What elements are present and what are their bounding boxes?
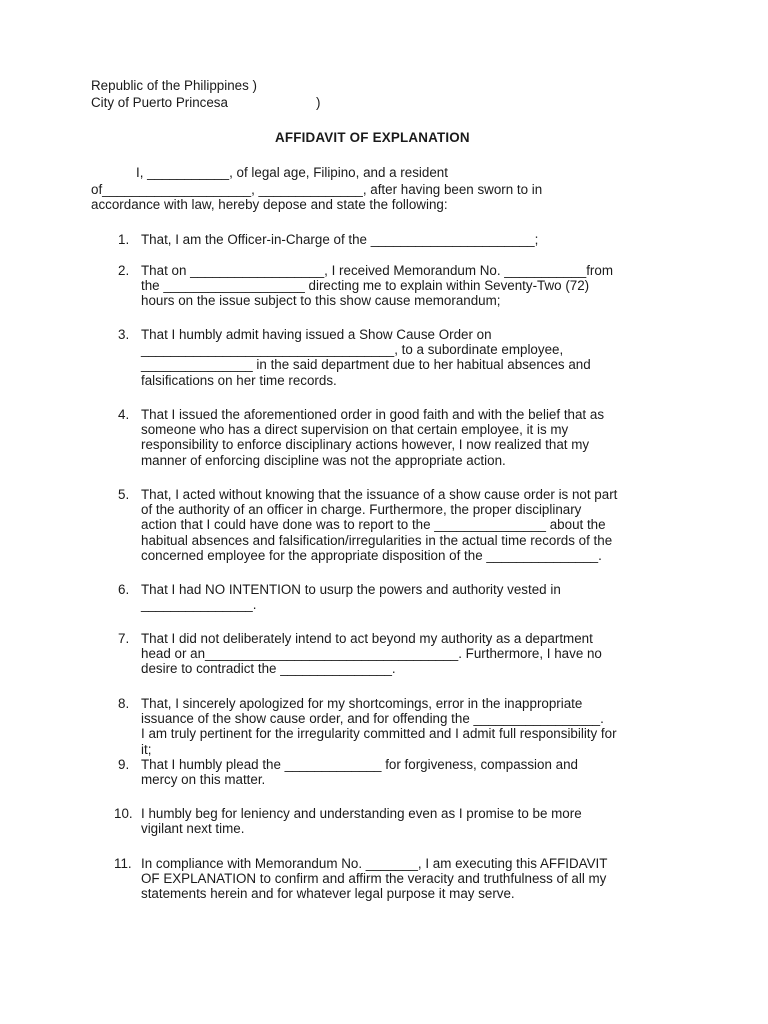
- item-number: 2.: [118, 263, 130, 278]
- item-number: 4.: [118, 407, 130, 422]
- document-title: AFFIDAVIT OF EXPLANATION: [275, 130, 470, 145]
- item-line: responsibility to enforce disciplinary actions however, I now realized that my: [141, 437, 590, 453]
- item-line: of the authority of an officer in charge. Furthermore, the proper disciplinary: [141, 502, 582, 518]
- item-line: action that I could have done was to report to the _______________ about the: [141, 517, 606, 533]
- item-number: 7.: [118, 631, 130, 646]
- item-number: 11.: [114, 856, 132, 871]
- item-line: falsifications on her time records.: [141, 372, 337, 388]
- item-line: concerned employee for the appropriate disposition of the _______________.: [141, 547, 602, 563]
- item-line: habitual absences and falsification/irregularities in the actual time records of the: [141, 532, 613, 548]
- item-line: hours on the issue subject to this show cause memorandum;: [141, 293, 501, 309]
- item-text: [141, 856, 607, 902]
- item-text: [141, 407, 604, 468]
- item-line: _______________ in the said department due to her habitual absences and: [141, 357, 591, 373]
- item-line: That, I am the Officer-in-Charge of the ______________________;: [141, 232, 539, 247]
- intro-line-3: accordance with law, hereby depose and state the following:: [91, 197, 448, 212]
- item-text: [141, 582, 561, 612]
- item-line: statements herein and for whatever legal purpose it may serve.: [141, 886, 515, 902]
- item-line: desire to contradict the _______________.: [141, 661, 396, 677]
- item-text: [141, 327, 591, 388]
- item-line: That on __________________, I received Memorandum No. ___________from: [141, 263, 613, 278]
- item-number: 5.: [118, 487, 130, 502]
- intro-line-2: of____________________, ______________, after having been sworn to in: [91, 182, 543, 197]
- item-line: someone who has a direct supervision on that certain employee, it is my: [141, 422, 569, 438]
- item-line: head or an__________________________________. Furthermore, I have no: [141, 646, 602, 662]
- item-text: [141, 487, 617, 563]
- item-line: I humbly beg for leniency and understanding even as I promise to be more: [141, 806, 582, 821]
- item-line: That I humbly admit having issued a Show Cause Order on: [141, 327, 492, 342]
- item-line: In compliance with Memorandum No. _______, I am executing this AFFIDAVIT: [141, 856, 608, 871]
- header-city-paren: ): [316, 95, 321, 110]
- item-line: That I had NO INTENTION to usurp the powers and authority vested in: [141, 582, 561, 597]
- item-line: That I humbly plead the _____________ for forgiveness, compassion and: [141, 757, 578, 772]
- header-city: City of Puerto Princesa: [91, 95, 228, 110]
- item-line: issuance of the show cause order, and for offending the _________________.: [141, 711, 604, 727]
- item-number: 6.: [118, 582, 130, 597]
- item-line: mercy on this matter.: [141, 772, 266, 788]
- item-line: That, I sincerely apologized for my shortcomings, error in the inappropriate: [141, 696, 583, 711]
- item-line: _______________.: [141, 597, 257, 613]
- item-line: manner of enforcing discipline was not the appropriate action.: [141, 452, 506, 468]
- item-line: That I issued the aforementioned order in good faith and with the belief that as: [141, 407, 605, 422]
- header-republic: Republic of the Philippines ): [91, 78, 257, 93]
- intro-line-1: I, ___________, of legal age, Filipino, and a resident: [136, 165, 448, 180]
- item-line: it;: [141, 741, 152, 757]
- item-number: 10.: [114, 806, 133, 821]
- item-line: __________________________________, to a subordinate employee,: [141, 342, 564, 358]
- item-number: 3.: [118, 327, 130, 342]
- item-line: OF EXPLANATION to confirm and affirm the veracity and truthfulness of all my: [141, 871, 607, 887]
- item-number: 9.: [118, 757, 130, 772]
- item-text: [141, 806, 582, 836]
- item-line: I am truly pertinent for the irregularity committed and I admit full responsibility for: [141, 726, 617, 742]
- item-text: [141, 631, 602, 677]
- item-line: That I did not deliberately intend to act beyond my authority as a department: [141, 631, 593, 646]
- item-number: 8.: [118, 696, 130, 711]
- item-line: That, I acted without knowing that the issuance of a show cause order is not part: [141, 487, 618, 502]
- item-text: [141, 232, 538, 247]
- item-text: [141, 757, 578, 787]
- item-line: vigilant next time.: [141, 821, 245, 837]
- item-number: 1.: [118, 232, 130, 247]
- item-text: [141, 696, 617, 757]
- item-text: [141, 263, 613, 309]
- item-line: the ___________________ directing me to explain within Seventy-Two (72): [141, 278, 590, 294]
